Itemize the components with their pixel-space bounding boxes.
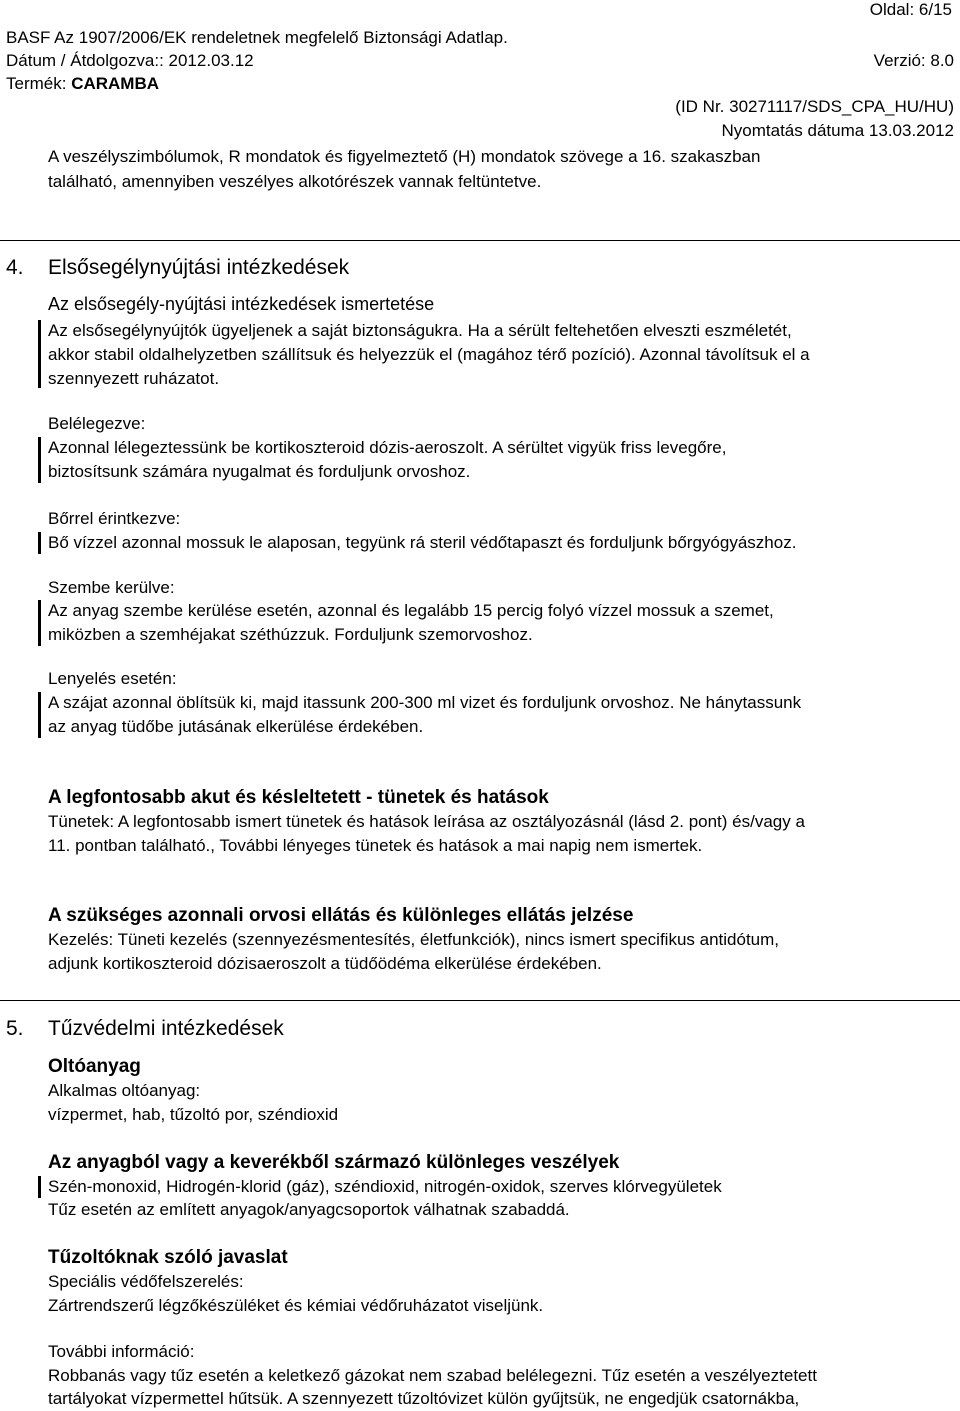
suitable-media-label: Alkalmas oltóanyag: xyxy=(48,1081,201,1100)
eye-contact-line-2: miközben a szemhéjakat széthúzzuk. Forduljunk szemorvoshoz. xyxy=(48,625,533,644)
intro-line-2: található, amennyiben veszélyes alkotórészek vannak feltüntetve. xyxy=(48,172,542,191)
section-5-title: Tűzvédelmi intézkedések xyxy=(48,1017,284,1040)
header-id-line: (ID Nr. 30271117/SDS_CPA_HU/HU) xyxy=(675,97,954,116)
treatment-line-1: Kezelés: Tüneti kezelés (szennyezésmentesítés, életfunkciók), nincs ismert specifikus antidótum, xyxy=(48,930,780,949)
measures-line-1: Az elsősegélynyújtók ügyeljenek a saját biztonságukra. Ha a sérült feltehetően elveszti eszméletét, xyxy=(48,321,792,340)
protective-equipment-value: Zártrendszerű légzőkészüléket és kémiai védőruházatot viseljünk. xyxy=(48,1296,544,1315)
special-hazards-heading: Az anyagból vagy a keverékből származó különleges veszélyek xyxy=(48,1152,620,1173)
change-bar xyxy=(38,692,41,738)
measures-line-2: akkor stabil oldalhelyzetben szállítsuk és helyezzük el (magához térő pozíció). Azonnal távolítsuk el a xyxy=(48,345,810,364)
ingestion-line-1: A szájat azonnal öblítsük ki, majd itassunk 200-300 ml vizet és forduljunk orvoshoz. Ne hánytassunk xyxy=(48,693,802,712)
product-name: CARAMBA xyxy=(71,74,160,93)
symptoms-heading: A legfontosabb akut és késleltetett - tünetek és hatások xyxy=(48,787,549,808)
ingestion-line-2: az anyag tüdőbe jutásának elkerülése érdekében. xyxy=(48,717,424,736)
suitable-media-value: vízpermet, hab, tűzoltó por, széndioxid xyxy=(48,1105,339,1124)
change-bar xyxy=(38,320,41,388)
protective-equipment-label: Speciális védőfelszerelés: xyxy=(48,1272,244,1291)
intro-line-1: A veszélyszimbólumok, R mondatok és figyelmeztető (H) mondatok szövege a 16. szakaszban xyxy=(48,147,761,166)
eye-contact-line-1: Az anyag szembe kerülése esetén, azonnal és legalább 15 percig folyó vízzel mossuk a szemet, xyxy=(48,601,774,620)
inhalation-line-1: Azonnal lélegeztessünk be kortikoszteroid dózis-aeroszolt. A sérültet vigyük friss levegőre, xyxy=(48,438,727,457)
further-info-line-2: tartályokat vízpermettel hűtsük. A szennyezett tűzoltóvizet külön gyűjtsük, ne engedjük csatornákba, xyxy=(48,1389,800,1408)
change-bar xyxy=(38,532,41,554)
section-divider xyxy=(0,1000,960,1001)
firefighter-advice-heading: Tűzoltóknak szóló javaslat xyxy=(48,1247,288,1268)
measures-line-3: szennyezett ruházatot. xyxy=(48,369,220,388)
product-prefix: Termék: xyxy=(6,74,72,93)
header-product xyxy=(6,73,159,95)
change-bar xyxy=(38,1176,41,1198)
section-4-number: 4. xyxy=(6,256,24,279)
page-number: Oldal: 6/15 xyxy=(869,0,952,19)
further-info-line-1: Robbanás vagy tűz esetén a keletkező gázokat nem szabad belélegezni. Tűz esetén a veszélyeztetett xyxy=(48,1366,817,1385)
inhalation-line-2: biztosítsunk számára nyugalmat és forduljunk orvoshoz. xyxy=(48,462,471,481)
header-version: Verzió: 8.0 xyxy=(873,51,954,70)
ingestion-label: Lenyelés esetén: xyxy=(48,669,177,688)
section-5-number: 5. xyxy=(6,1017,24,1040)
further-information-label: További információ: xyxy=(48,1342,195,1361)
extinguishing-media-heading: Oltóanyag xyxy=(48,1056,141,1077)
symptoms-line-1: Tünetek: A legfontosabb ismert tünetek és hatások leírása az osztályozásnál (lásd 2. pont) és/vagy a xyxy=(48,812,805,831)
first-aid-measures-heading: Az elsősegély-nyújtási intézkedések ismertetése xyxy=(48,294,435,314)
change-bar xyxy=(38,437,41,483)
skin-contact-line-1: Bő vízzel azonnal mossuk le alaposan, tegyünk rá steril védőtapaszt és forduljunk bőrgyógyászhoz. xyxy=(48,533,797,552)
header-print-date: Nyomtatás dátuma 13.03.2012 xyxy=(721,121,954,140)
eye-contact-label: Szembe kerülve: xyxy=(48,578,175,597)
skin-contact-label: Bőrrel érintkezve: xyxy=(48,509,181,528)
section-4-title: Elsősegélynyújtási intézkedések xyxy=(48,256,350,279)
hazards-line-1: Szén-monoxid, Hidrogén-klorid (gáz), széndioxid, nitrogén-oxidok, szerves klórvegyületek xyxy=(48,1177,722,1196)
hazards-line-2: Tűz esetén az említett anyagok/anyagcsoportok válhatnak szabaddá. xyxy=(48,1200,570,1219)
symptoms-line-2: 11. pontban található., További lényeges tünetek és hatások a mai napig nem ismertek. xyxy=(48,836,703,855)
treatment-heading: A szükséges azonnali orvosi ellátás és különleges ellátás jelzése xyxy=(48,905,634,926)
treatment-line-2: adjunk kortikoszteroid dózisaeroszolt a tüdőödéma elkerülése érdekében. xyxy=(48,954,602,973)
inhalation-label: Belélegezve: xyxy=(48,414,146,433)
header-regulation-line: BASF Az 1907/2006/EK rendeletnek megfelelő Biztonsági Adatlap. xyxy=(6,28,508,47)
header-date-line: Dátum / Átdolgozva:: 2012.03.12 xyxy=(6,51,254,70)
section-divider xyxy=(0,240,960,241)
change-bar xyxy=(38,600,41,646)
